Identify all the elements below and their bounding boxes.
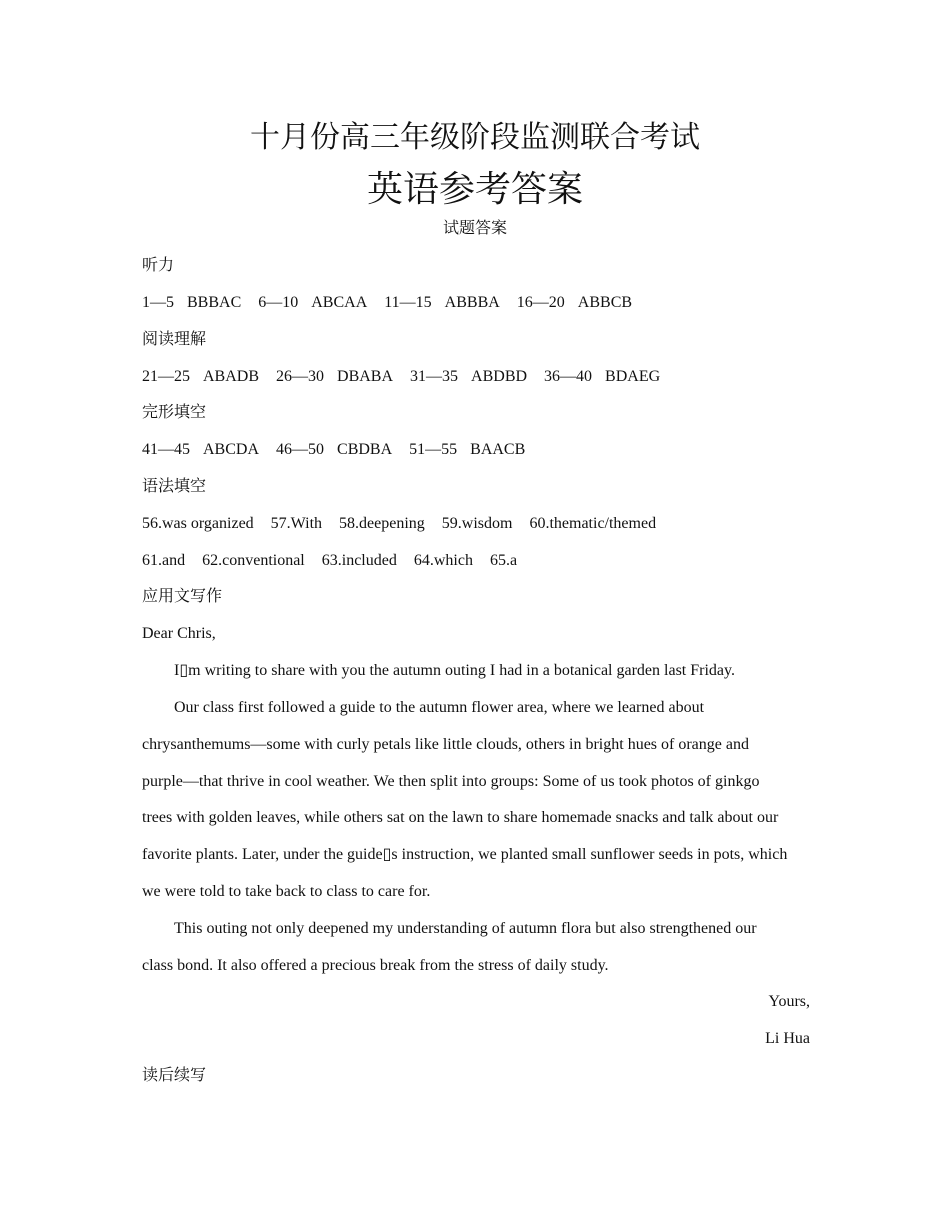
letter-line: trees with golden leaves, while others sat on the lawn to share homemade snacks and talk about our xyxy=(142,809,779,826)
letter-line: chrysanthemums—some with curly petals like little clouds, others in bright hues of orange and xyxy=(142,736,749,753)
answer-group: 21—25 ABADB xyxy=(142,368,260,385)
section-heading-listening: 听力 xyxy=(142,257,175,274)
subtitle: 试题答案 xyxy=(442,220,507,237)
answer-group: 26—30 DBABA xyxy=(276,368,394,385)
answer-group: 11—15 ABBBA xyxy=(384,294,500,311)
letter-line: we were told to take back to class to care for. xyxy=(142,883,431,900)
letter-salutation: Dear Chris, xyxy=(142,625,216,642)
grammar-answer: 60.thematic/themed xyxy=(529,515,657,532)
answer-group: 51—55 BAACB xyxy=(409,441,526,458)
answer-group: 6—10 ABCAA xyxy=(258,294,368,311)
grammar-answer: 56.was organized xyxy=(142,515,254,532)
letter-signature: Li Hua xyxy=(765,1030,810,1047)
grammar-answer: 64.which xyxy=(413,552,473,569)
grammar-answer: 57.With xyxy=(270,515,323,532)
letter-line: This outing not only deepened my understanding of autumn flora but also strengthened our xyxy=(174,920,757,937)
answer-group: 46—50 CBDBA xyxy=(276,441,393,458)
letter-line: favorite plants. Later, under the guide▯s instruction, we planted small sunflower seeds in pots, which xyxy=(142,846,788,863)
letter-line: class bond. It also offered a precious break from the stress of daily study. xyxy=(142,957,609,974)
grammar-answer: 65.a xyxy=(489,552,518,569)
answer-row-reading xyxy=(142,366,677,388)
grammar-answer: 62.conventional xyxy=(202,552,305,569)
grammar-answer: 63.included xyxy=(321,552,397,569)
grammar-answer: 58.deepening xyxy=(339,515,425,532)
answer-key-title: 英语参考答案 xyxy=(366,169,583,209)
answer-row-cloze xyxy=(142,439,542,461)
section-heading-cloze: 完形填空 xyxy=(142,404,207,421)
answer-group: 41—45 ABCDA xyxy=(142,441,260,458)
answer-group: 31—35 ABDBD xyxy=(410,368,528,385)
section-heading-writing: 应用文写作 xyxy=(142,588,223,605)
answer-group: 1—5 BBBAC xyxy=(142,294,242,311)
grammar-answer: 61.and xyxy=(142,552,186,569)
letter-line: I▯m writing to share with you the autumn outing I had in a botanical garden last Friday. xyxy=(174,662,735,679)
section-heading-grammar: 语法填空 xyxy=(142,478,207,495)
answer-group: 16—20 ABBCB xyxy=(516,294,633,311)
letter-line: Our class first followed a guide to the autumn flower area, where we learned about xyxy=(174,699,705,716)
section-heading-continuation: 读后续写 xyxy=(142,1067,207,1084)
answer-group: 36—40 BDAEG xyxy=(544,368,661,385)
answer-row-listening xyxy=(142,292,649,314)
grammar-answers-row-2 xyxy=(142,550,534,572)
letter-closing: Yours, xyxy=(768,993,810,1010)
grammar-answer: 59.wisdom xyxy=(441,515,513,532)
letter-line: purple—that thrive in cool weather. We then split into groups: Some of us took photos of ginkgo xyxy=(142,773,760,790)
section-heading-reading: 阅读理解 xyxy=(142,331,207,348)
grammar-answers-row-1 xyxy=(142,513,673,535)
exam-title: 十月份高三年级阶段监测联合考试 xyxy=(250,121,700,154)
